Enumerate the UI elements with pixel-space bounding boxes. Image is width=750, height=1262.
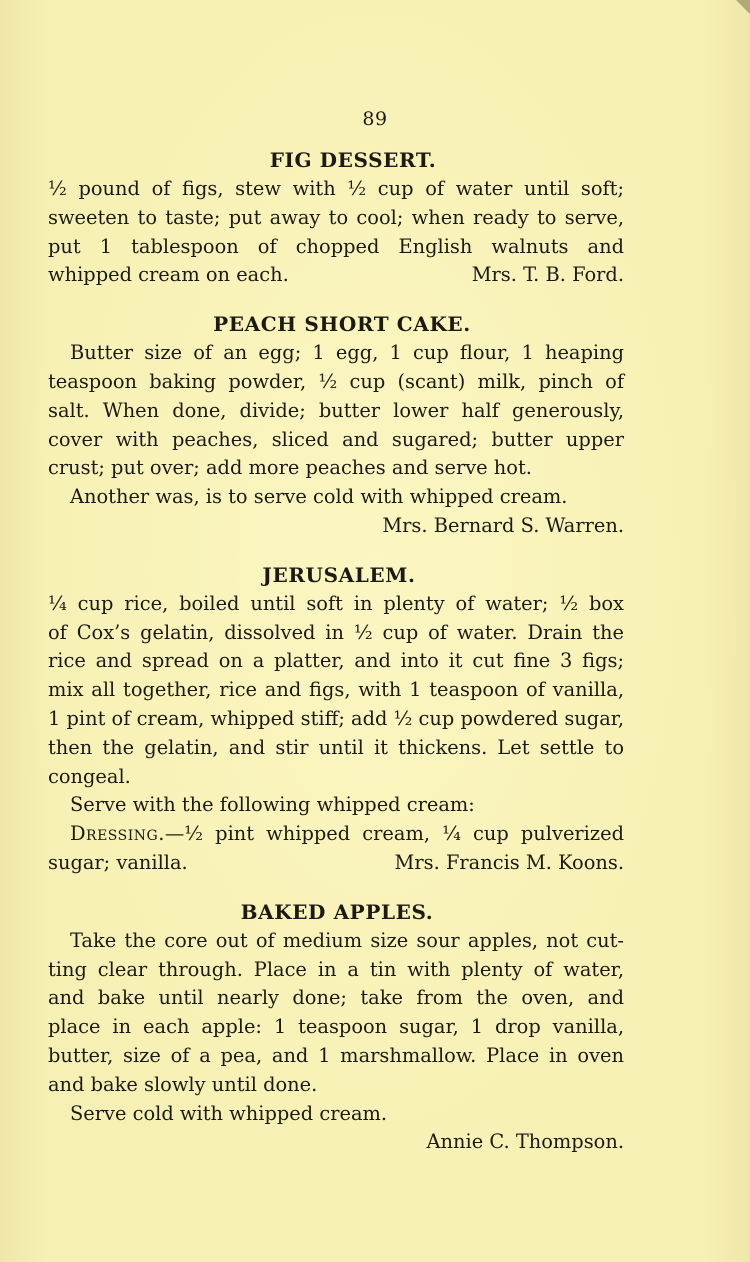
recipe-baked-apples <box>48 898 624 1157</box>
recipe-fig-dessert <box>48 146 624 290</box>
recipe-text-line: sugar; vanilla. <box>48 850 188 874</box>
recipe-author: Annie C. Thompson. <box>426 1130 624 1154</box>
recipe-text-line: Another was, is to serve cold with whipped cream. <box>70 485 568 509</box>
recipe-text-line: butter, size of a pea, and 1 marshmallow. Place in oven <box>48 1043 624 1067</box>
recipe-text-line: rice and spread on a platter, and into it cut fine 3 figs; <box>48 649 624 673</box>
recipe-text-line: and bake until nearly done; take from the oven, and <box>48 986 624 1010</box>
recipe-closing-line <box>48 261 624 290</box>
recipe-text-line: then the gelatin, and stir until it thickens. Let settle to <box>48 735 624 759</box>
recipe-text-line: sweeten to taste; put away to cool; when ready to serve, <box>48 205 624 229</box>
recipe-title: PEACH SHORT CAKE. <box>213 312 471 337</box>
recipe-text-line: and bake slowly until done. <box>48 1072 318 1096</box>
recipe-author: Mrs. Bernard S. Warren. <box>382 513 624 537</box>
recipe-text-line: ¼ cup rice, boiled until soft in plenty of water; ½ box <box>48 591 624 615</box>
dressing-label: Dressing. <box>70 822 165 846</box>
recipe-text-line: crust; put over; add more peaches and serve hot. <box>48 456 532 480</box>
recipe-peach-short-cake <box>48 310 624 541</box>
recipe-text-line: Take the core out of medium size sour apples, not cut- <box>70 928 624 952</box>
recipe-text-line: ting clear through. Place in a tin with plenty of water, <box>48 957 624 981</box>
recipe-title: FIG DESSERT. <box>269 148 437 172</box>
recipe-text-line: Serve with the following whipped cream: <box>70 793 475 817</box>
recipe-author: Mrs. Francis M. Koons. <box>394 850 624 874</box>
recipe-text-line: of Cox’s gelatin, dissolved in ½ cup of water. Drain the <box>48 620 624 644</box>
dressing-text: —½ pint whipped cream, ¼ cup pulverized <box>164 822 624 846</box>
page-corner <box>736 0 750 14</box>
recipe-jerusalem <box>48 561 624 878</box>
recipe-text-line: Serve cold with whipped cream. <box>70 1101 388 1125</box>
recipe-title: BAKED APPLES. <box>240 899 434 924</box>
recipe-text-line: ½ pound of figs, stew with ½ cup of water until soft; <box>48 177 624 200</box>
dressing-line <box>48 820 624 849</box>
recipe-title: JERUSALEM. <box>262 562 416 587</box>
page-number: 89 <box>362 108 388 130</box>
recipe-text-line: put 1 tablespoon of chopped English walnuts and <box>48 234 624 258</box>
recipe-text-line: Butter size of an egg; 1 egg, 1 cup flour, 1 heaping <box>70 341 624 365</box>
recipe-text-line: place in each apple: 1 teaspoon sugar, 1 drop vanilla, <box>48 1015 624 1039</box>
recipe-text-line: teaspoon baking powder, ½ cup (scant) milk, pinch of <box>48 369 624 393</box>
recipe-author: Mrs. T. B. Ford. <box>471 263 624 287</box>
page-content <box>48 146 624 1157</box>
recipe-closing-line <box>48 849 624 878</box>
recipe-text-line: mix all together, rice and figs, with 1 teaspoon of vanilla, <box>48 678 624 702</box>
recipe-text-line: 1 pint of cream, whipped stiff; add ½ cup powdered sugar, <box>48 706 625 730</box>
recipe-text-line: whipped cream on each. <box>48 263 289 287</box>
recipe-text-line: congeal. <box>48 764 131 788</box>
recipe-text-line: salt. When done, divide; butter lower half generously, <box>48 398 624 422</box>
recipe-text-line: cover with peaches, sliced and sugared; butter upper <box>48 427 624 451</box>
